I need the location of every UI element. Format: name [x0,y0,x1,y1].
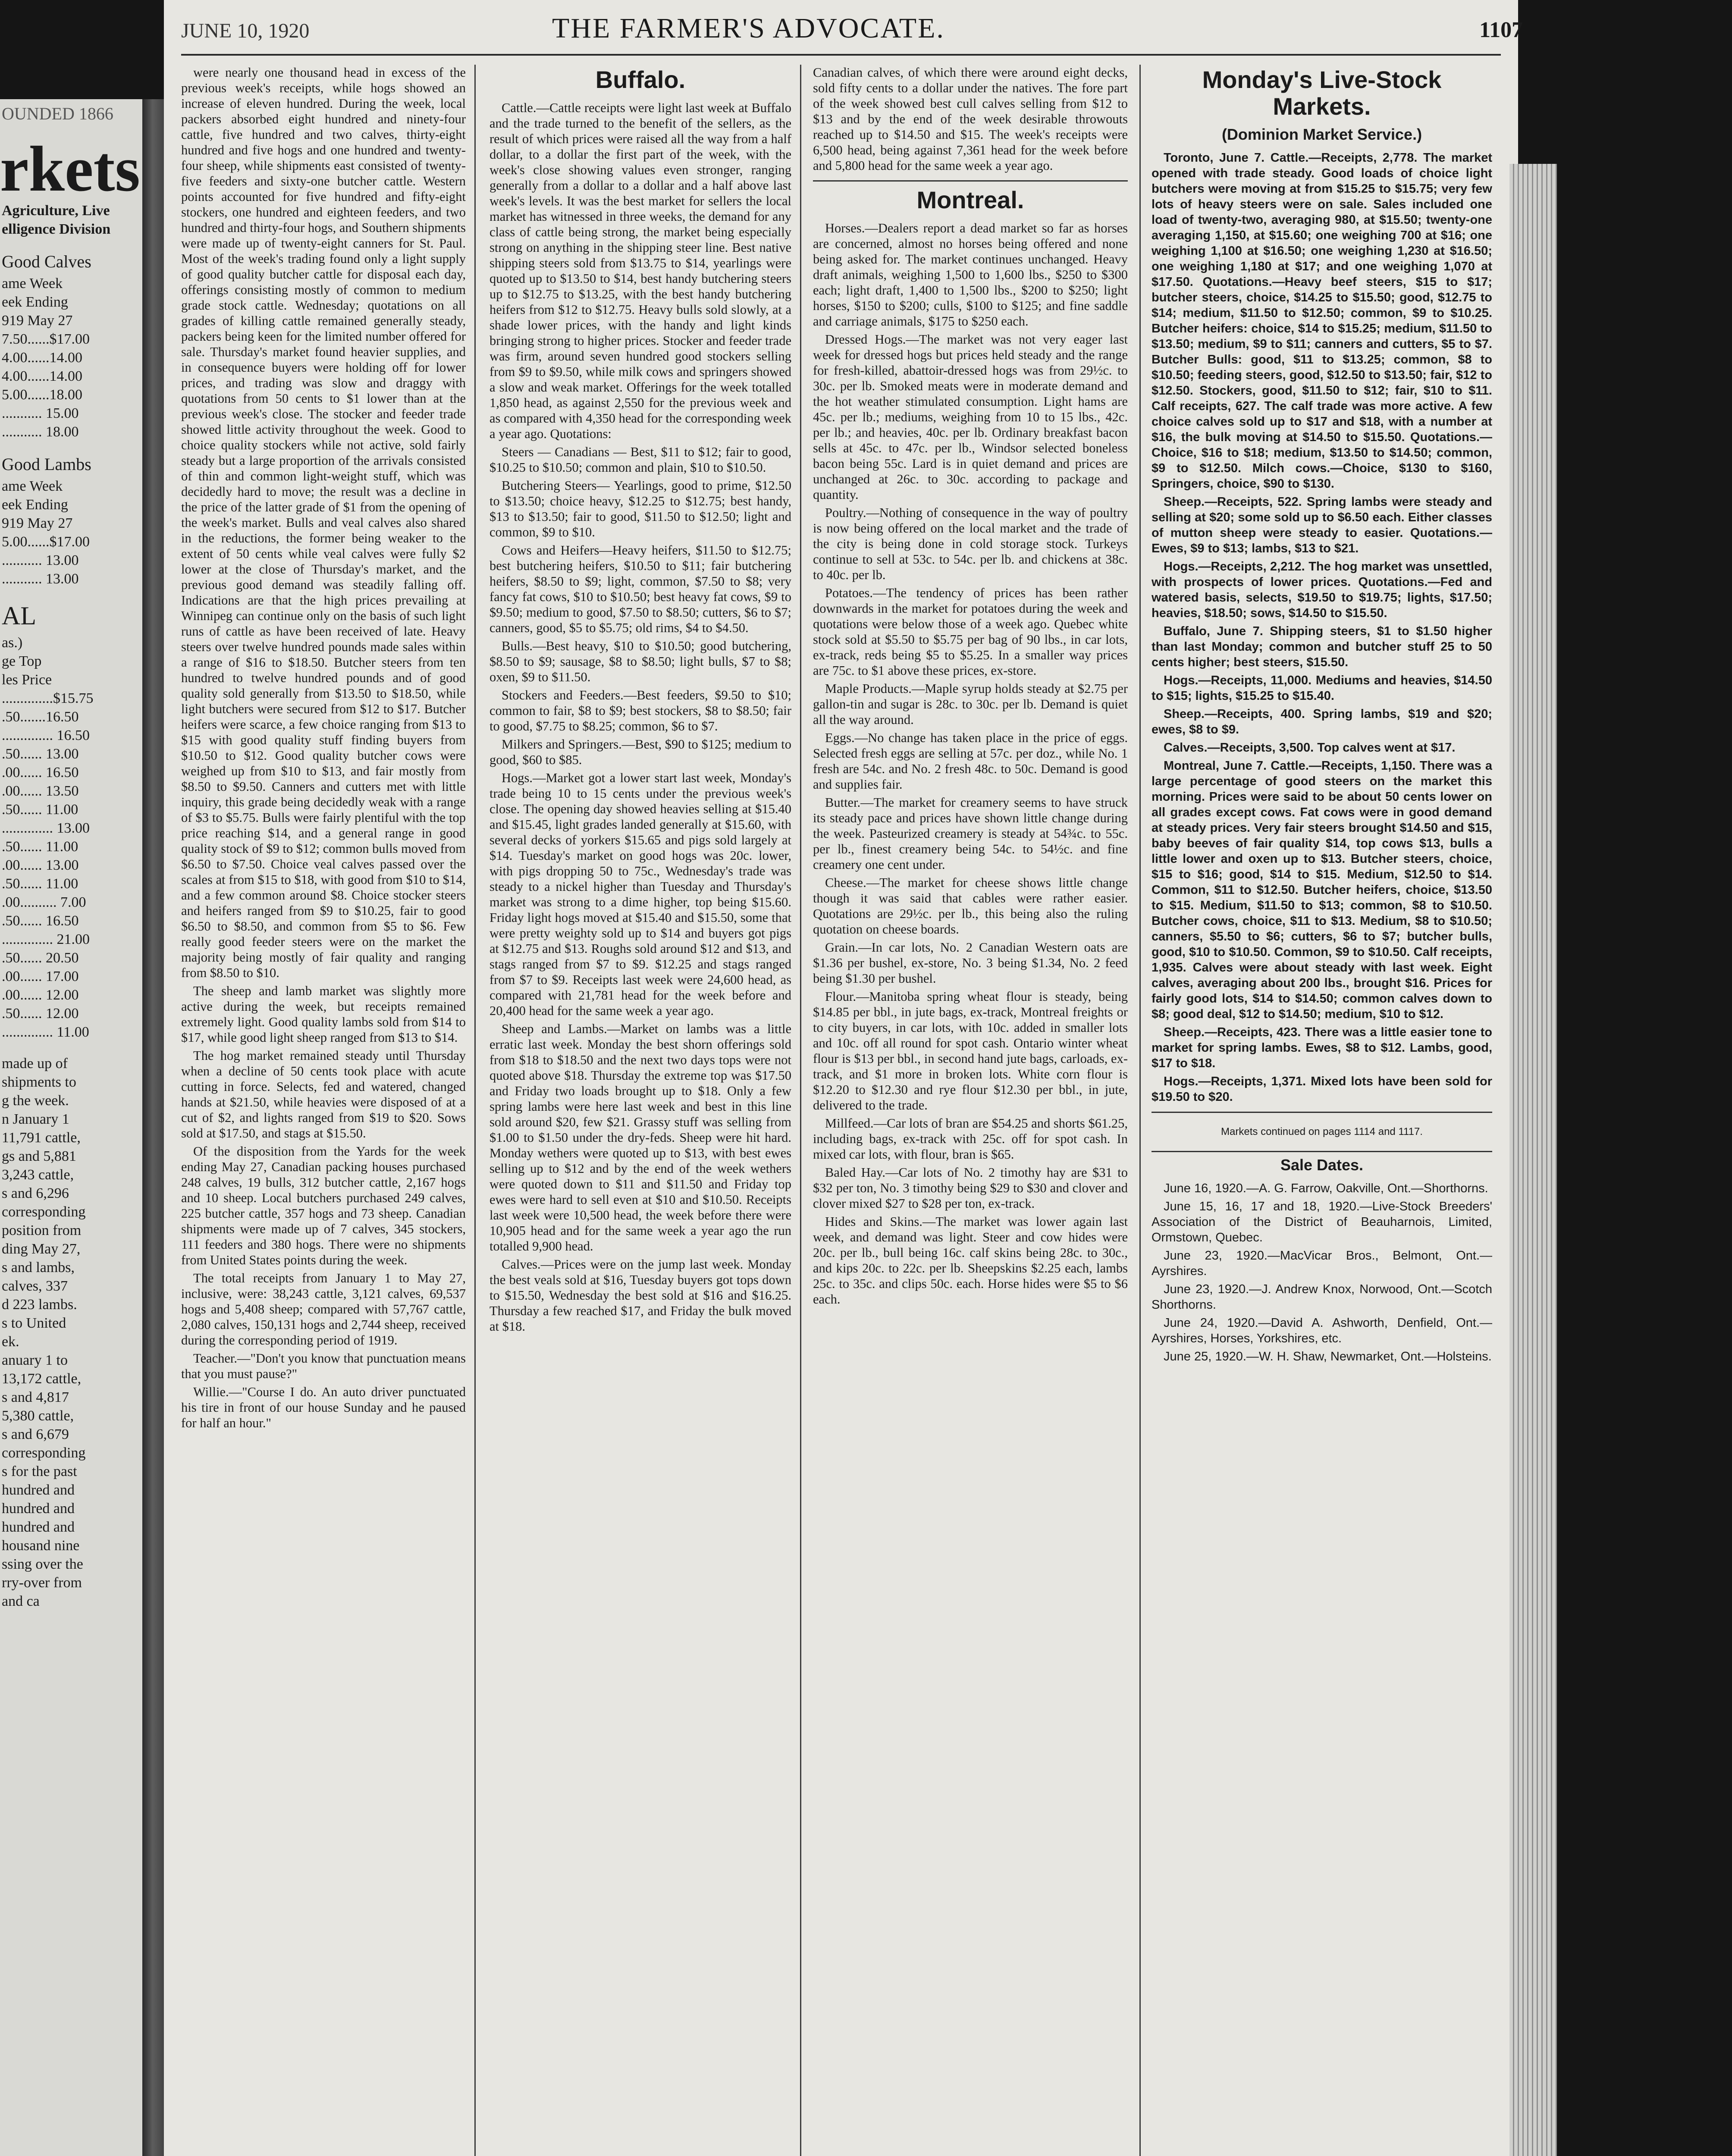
table-line: 4.00......14.00 [2,368,82,384]
table-line: .50...... 11.00 [2,802,78,818]
sale-date-item: June 23, 1920.—MacVicar Bros., Belmont, Ont.—Ayrshires. [1152,1249,1492,1278]
section-title-sale-dates: Sale Dates. [1280,1156,1364,1174]
section-divider [813,180,1128,182]
table-line: .50...... 12.00 [2,1006,79,1022]
table-line: .50.......16.50 [2,709,79,725]
paragraph: were nearly one thousand head in excess of the previous week's receipts, while hogs showed an increase of eleven hundred. During the week, local packers absorbed eight hundred and ninety-four cattle, five hundred and two calves, thirty-eight hundred and five hogs and one hundred and twenty-four sheep, while shipments east consisted of twenty-five feeders and sixty-one butcher cattle. Western points accounted for five hundred and fifty-eight stockers, one hundred and eighteen feeders, and two hundred and thirty-four hogs, and Southern shipments were made up of twenty-eight canners for St. Paul. Most of the week's trading found only a light supply of good quality butcher cattle for disposal each day, offerings consisting mostly of common to medium grade stock cattle. Wednesday; quotations on all grades of killing cattle remained generally steady, packers being keen for the limited number offered for sale. Thursday's market found heavier supplies, and in consequence buyers were holding off for lower prices, and trading was slow and draggy with quotations from 50 cents to $1 lower than at the previous week's close. The stocker and feeder trade showed little activity throughout the week. Good to choice quality stockers while not active, sold fairly steady but a large proportion of the arrivals consisted of thin and common light-weight stuff, which was decidedly hard to move; the result was a decline in the price of the latter grade of $1 from the opening of the week's market. Bulls and veal calves also shared in the reductions, the former being weaker to the extent of 50 cents while veal calves were fully $2 lower at the close of Thursday's market, and the previous good demand was steadily falling off. Indications are that the high prices prevailing at Winnipeg can continue only on the basis of such light runs of cattle as have been received of late. Heavy steers over twelve hundred pounds made sales within a range of $16 to $18.50. Butcher steers from ten hundred to twelve hundred pounds and of good quality sold generally from $13.50 to $18.50, while light butchers were secured from $12 to $17. Butcher heifers were scarce, a few choice ranging from $13 to $15 with good quality stuff finding buyers from $10.50 to $12. Good quality butcher cows were weighed up from $10 to $13, and fair mostly from $8.50 to $9.50. Canners and cutters met with little inquiry, this grade being decidedly weak with a range of $3 to $5.75. Bulls were fairly plentiful with the top price reaching $14, and a general range in good quality stock of $9 to $12; common bulls moved from $6.50 to $7.50. Choice veal calves passed over the scales at from $15 to $18, with good from $10 to $14, and a few common around $8. Choice stocker steers and heifers ranged from $9 to $10.25, fair to good $6.50 to $8.50, and common from $5 to $6. Few really good feeder steers were on the market the majority being mostly of fair quality and ranging from $8.50 to $10. [181,65,466,980]
table-line: 919 May 27 [2,515,73,531]
section-title-buffalo: Buffalo. [595,66,686,93]
paragraph: Poultry.—Nothing of consequence in the way of poultry is now being offered on the local market and the trade of the city is being done in cold storage stock. Turkeys continue to sell at 53c. to 54c. per lb. and chickens at 38c. to 40c. per lb. [813,505,1128,582]
paragraph: Of the disposition from the Yards for the week ending May 27, Canadian packing houses purchased 248 calves, 19 bulls, 312 butcher cattle, 2,167 hogs and 10 sheep. Local butchers purchased 249 calves, 225 butcher cattle, 357 hogs and 73 sheep. Canadian shipments were made up of 7 calves, 345 stockers, 111 feeders and 380 hogs. There were no shipments from United States points during the week. [181,1144,466,1267]
paragraph: Eggs.—No change has taken place in the price of eggs. Selected fresh eggs are selling at 57c. per doz., while No. 1 fresh are 54c. and No. 2 fresh 48c. to 50c. Demand is good and supplies fair. [813,730,1128,792]
text-line: ek. [2,1334,19,1350]
text-line: corresponding [2,1204,86,1220]
text-line: housand nine [2,1538,80,1554]
paragraph: Grain.—In car lots, No. 2 Canadian Western oats are $1.36 per bushel, ex-store, No. 3 being $1.34, No. 2 feed being $1.30 per bushel. [813,940,1128,986]
facing-page [0,99,142,2156]
section-divider [1152,1112,1492,1113]
paragraph: Teacher.—"Don't you know that punctuation means that you must pause?" [181,1351,466,1381]
table-line: 5.00......$17.00 [2,534,90,550]
sale-date-item: June 23, 1920.—J. Andrew Knox, Norwood, Ont.—Scotch Shorthorns. [1152,1282,1492,1312]
table-line: ........... 18.00 [2,424,79,440]
paragraph: Cattle.—Cattle receipts were light last week at Buffalo and the trade turned to the benefit of the sellers, as the result of which prices were raised all the way from a half dollar, to a dollar the first part of the week, with the week's close showing values even stronger, ranging generally from a dollar to a dollar and a half above last week's levels. It was the best market for sellers the local market has witnessed in three weeks, the demand for any class of cattle being strong, the market being especially strong on anything in the shipping steer line. Best native shipping steers sold from $13.75 to $14, yearlings were quoted up to $13.50 to $14, best handy butchering steers up to $12.75 to $13.25, with the best handy butchering heifers from $12 to $12.75. Heavy bulls sold slowly, at a shade lower prices, with the handy and light kinds bringing strong to higher prices. Stocker and feeder trade was firm, around seven hundred good stockers selling from $9 to $9.50, while milk cows and springers showed a slow and weak market. Offerings for the week totalled 1,850 head, as against 2,550 for the previous week and as compared with 4,350 head for the corresponding week a year ago. Quotations: [489,100,791,441]
section-title-monday-markets: Monday's Live-Stock Markets. [1202,66,1442,120]
text-line: and ca [2,1593,40,1609]
paragraph: Cheese.—The market for cheese shows little change though it was said that cables were rather easier. Quotations are 29½c. per lb., this being also the ruling quotation on cheese boards. [813,875,1128,937]
table-line: .00...... 13.50 [2,783,79,799]
paragraph: Millfeed.—Car lots of bran are $54.25 and shorts $61.25, including bags, ex-track with 25c. off for spot cash. In mixed car lots, with flour, bran is $65. [813,1116,1128,1162]
text-line: hundred and [2,1482,75,1498]
paragraph: Cows and Heifers—Heavy heifers, $11.50 to $12.75; best butchering heifers, $10.50 to $11; fair butchering heifers, $8.50 to $9; light, common, $7.50 to $8; very fancy fat cows, $10 to $10.50; best heavy fat cows, $9 to $9.50; medium to good, $7.50 to $8.50; cutters, $6 to $7; canners, good, $5 to $5.75; old rims, $4 to $4.50. [489,543,791,635]
paragraph: The total receipts from January 1 to May 27, inclusive, were: 38,243 cattle, 3,121 calves, 69,537 hogs and 5,408 sheep; compared with 57,767 cattle, 2,080 calves, 150,131 hogs and 2,744 sheep, received during the corresponding period of 1919. [181,1271,466,1348]
paragraph: Willie.—"Course I do. An auto driver punctuated his tire in front of our house Sunday and he paused for half an hour." [181,1385,466,1430]
text-line: hundred and [2,1501,75,1517]
section-subtitle: (Dominion Market Service.) [1221,125,1422,143]
paragraph: Hogs.—Receipts, 11,000. Mediums and heavies, $14.50 to $15; lights, $15.25 to $15.40. [1152,674,1492,703]
text-line: s and lambs, [2,1260,75,1275]
table-line: ge Top [2,653,42,669]
text-line: s and 6,679 [2,1426,69,1442]
text-line: made up of [2,1056,68,1072]
section-divider [1152,1151,1492,1152]
table-line: eek Ending [2,294,68,310]
text-line: hundred and [2,1519,75,1535]
sale-date-item: June 24, 1920.—David A. Ashworth, Denfield, Ont.—Ayrshires, Horses, Yorkshires, etc. [1152,1316,1492,1345]
table-line: .50...... 16.50 [2,913,79,929]
facing-page-price-table [0,633,142,1041]
table-line: ........... 13.00 [2,552,79,568]
facing-page-text [0,1054,142,1611]
text-line: rry-over from [2,1575,82,1591]
facing-page-title: rkets [0,133,140,205]
column-winnipeg-report [181,65,466,2156]
paragraph: Hides and Skins.—The market was lower again last week, and demand was light. Steer and cow hides were 20c. per lb., bull being 16c. calf skins being 28c. to 30c., and kips 20c. to 22c. per lb. Sheepskins $2.25 each, lambs 25c. to 35c. and clips 50c. each. Horse hides were $5 to $6 each. [813,1214,1128,1307]
table-line: .50...... 20.50 [2,950,79,966]
text-line: 5,380 cattle, [2,1408,74,1424]
paragraph: Hogs.—Market got a lower start last week, Monday's trade being 10 to 15 cents under the previous week's close. The opening day showed heavies selling at $15.40 and $15.45, light grades landed generally at $15.60, with several decks of yorkers $15.65 and pigs sold largely at $14. Tuesday's market on good hogs was 20c. lower, with pigs dropping 50 to 75c., Wednesday's trade was steady to a nickel higher than Tuesday and Thursday's market was strong to a dime higher, top being $15.60. Friday light hogs moved at $15.40 and $15.50, some that were pretty weighty sold up to $14 and buyers got pigs at $12.75 and $13. Roughs sold around $12 and $13, and stags ranged from $7 to $9. $12.25 and stags ranged from $7 to $9. Receipts last week were 24,600 head, as compared with 21,781 head for the week before and 20,400 head for the same week a year ago. [489,771,791,1018]
table-line: .............. 13.00 [2,820,90,836]
text-line: d 223 lambs. [2,1297,77,1313]
paragraph: Hogs.—Receipts, 2,212. The hog market was unsettled, with prospects of lower prices. Quotations.—Fed and watered basis, selects, $19.50 to $19.75; lights, $17.50; heavies, $18.50; sows, $14.50 to $15.50. [1152,560,1492,620]
column-rule [800,65,801,2156]
paragraph: Sheep and Lambs.—Market on lambs was a little erratic last week. Monday the best shorn offerings sold from $18 to $18.50 and the next two days tops were not quoted above $18. Thursday the extreme top was $17.50 and Friday two loads brought up to $18. Only a few spring lambs were here last week and best in this line sold around $20, few $21. Grassy stuff was selling from $1.00 to $1.50 under the dry-feds. Sheep were hit hard. Monday wethers were quoted up to $13, with best ewes selling up to $12 and by the end of the week wethers were quoted down to $11 and $11.50 and Friday top ewes were hard to sell even at $10 and $10.50. Receipts last week were 10,500 head, the week before there were 10,905 head and for the same week a year ago the run totalled 9,900 head. [489,1022,791,1253]
masthead: THE FARMER'S ADVOCATE. [552,13,945,44]
table-line: .00...... 17.00 [2,968,79,984]
issue-date: JUNE 10, 1920 [181,19,310,42]
text-line: ding May 27, [2,1241,81,1257]
paragraph: Flour.—Manitoba spring wheat flour is steady, being $14.85 per bbl., in jute bags, ex-track, Montreal freights or to city buyers, in car lots, with 10c. added in smaller lots and 10c. off all round for spot cash. Ontario winter wheat flour is $13 per bbl., in second hand jute bags, carloads, ex-track, and $1 more in broken lots. White corn flour is $12.20 to $12.30 and rye flour $12.30 per bbl., in jute, delivered to the trade. [813,989,1128,1112]
page-edges [1509,164,1557,2156]
paragraph: Steers — Canadians — Best, $11 to $12; fair to good, $10.25 to $10.50; common and plain, $10 to $10.50. [489,445,791,475]
table-line: ........... 15.00 [2,405,79,421]
table-line: .50...... 11.00 [2,839,78,855]
column-buffalo-report [489,65,791,2156]
column-rule [1139,65,1141,2156]
table-line: ame Week [2,478,63,494]
table-line: as.) [2,635,23,651]
facing-page-subtitle: Agriculture, Live [2,203,110,219]
text-line: calves, 337 [2,1278,68,1294]
paragraph: Canadian calves, of which there were around eight decks, sold fifty cents to a dollar under the natives. The fore part of the week showed best cull calves selling from $12 to $13 and by the end of the week desirable throwouts reached up to $14.50 and $15. The week's receipts were 6,500 head, being against 7,361 head for the week before and 5,800 head for the same week a year ago. [813,65,1128,173]
facing-page-section-title: Good Lambs [2,454,91,474]
table-line: 7.50......$17.00 [2,331,90,347]
text-line: 11,791 cattle, [2,1130,81,1146]
paragraph: Calves.—Prices were on the jump last week. Monday the best veals sold at $16, Tuesday buyers got tops down to $15.50, Wednesday the best sold at $16 and $16.25. Thursday a few reached $17, and Friday the bulk moved at $18. [489,1257,791,1334]
column-rule [474,65,476,2156]
paragraph: Buffalo, June 7. Shipping steers, $1 to $1.50 higher than last Monday; common and butcher stuff 25 to 50 cents higher; best steers, $15.50. [1152,624,1492,669]
facing-page-lambs-table [0,477,142,588]
table-line: 5.00......18.00 [2,387,82,403]
facing-page-subtitle: elligence Division [2,221,111,237]
text-line: position from [2,1222,82,1238]
continued-note: Markets continued on pages 1114 and 1117. [1221,1126,1423,1138]
facing-page-header: OUNDED 1866 [2,104,113,123]
text-line: s to United [2,1315,66,1331]
table-line: 919 May 27 [2,313,73,329]
sale-dates-list [1152,1181,1492,1364]
sale-date-item: June 16, 1920.—A. G. Farrow, Oakville, Ont.—Shorthorns. [1164,1181,1488,1195]
text-line: s for the past [2,1463,77,1479]
table-line: .............. 11.00 [2,1024,89,1040]
article-body [1152,150,1492,1105]
table-line: .00.......... 7.00 [2,894,86,910]
article-body [813,220,1128,1307]
table-line: ame Week [2,276,63,291]
sale-date-item: June 25, 1920.—W. H. Shaw, Newmarket, Ont.—Holsteins. [1164,1350,1492,1363]
paragraph: Sheep.—Receipts, 423. There was a little easier tone to market for spring lambs. Ewes, $8 to $12. Lambs, good, $17 to $18. [1152,1025,1492,1070]
paragraph: Dressed Hogs.—The market was not very eager last week for dressed hogs but prices held steady and the range for fresh-killed, abattoir-dressed hogs was from 29½c. to 30c. per lb. Smoked meats were in moderate demand and the hot weather stimulated consumption. Light hams are 45c. per lb.; mediums, weighing from 10 to 15 lbs., 42c. per lb.; and heavies, 40c. per lb. Ordinary breakfast bacon sells at 45c. to 47c. per lb., Windsor selected boneless bacon being 55c. Lard is in quiet demand and prices are unchanged at 26c. to 30c. according to package and quantity. [813,332,1128,502]
table-line: les Price [2,672,52,688]
text-line: 3,243 cattle, [2,1167,74,1183]
section-title-montreal: Montreal. [916,186,1024,213]
paragraph: Butchering Steers— Yearlings, good to prime, $12.50 to $13.50; choice heavy, $12.25 to $12.75; best handy, $13 to $13.50; fair to good, $11.50 to $12.50; light and common, $9 to $10. [489,478,791,539]
paragraph: Horses.—Dealers report a dead market so far as horses are concerned, almost no horses being offered and none being asked for. The market continues unchanged. Heavy draft animals, weighing 1,500 to 1,600 lbs., $250 to $300 each; light draft, 1,400 to 1,500 lbs., $200 to $250; light horses, $150 to $200; culls, $100 to $125; and fine saddle and carriage animals, $175 to $250 each. [813,221,1128,329]
text-line: ssing over the [2,1556,83,1572]
paragraph: Butter.—The market for creamery seems to have struck its steady pace and prices have shown little change during the week. Pasteurized creamery is steady at 54¾c. to 55c. per lb., finest creamery being 54c. to 54½c. and fine creamery one cent under. [813,795,1128,872]
paragraph: Baled Hay.—Car lots of No. 2 timothy hay are $31 to $32 per ton, No. 3 timothy being $29 to $30 and clover and clover mixed $27 to $28 per ton, ex-track. [813,1165,1128,1211]
table-line: 4.00......14.00 [2,350,82,366]
text-line: n January 1 [2,1111,69,1127]
paragraph: Potatoes.—The tendency of prices has been rather downwards in the market for potatoes during the week and quotations were below those of a week ago. Quebec white stock sold at $5.50 to $5.75 per bag of 90 lbs., in car lots, ex-track, reds being $5 to $5.25. In a smaller way prices are 75c. to $1 above these prices, ex-store. [813,586,1128,678]
paragraph: Montreal, June 7. Cattle.—Receipts, 1,150. There was a large percentage of good steers on the market this morning. Prices were said to be about 50 cents lower on all grades except cows. Fat cows were in good demand at steady prices. Very fair steers brought $14.50 and $15, baby beeves of fair quality $14, top cows $13, bulls a little lower and oxen up to $13. Butcher steers, choice, $15 to $16; good, $14 to $15. Medium, $12.50 to $14. Common, $11 to $12.50. Butcher heifers, choice, $13.50 to $15. Medium, $11.50 to $13; common, $8 to $10.50. Butcher cows, choice, $11 to $13. Medium, $8 to $10.50; canners, $5.50 to $6; cutters, $6 to $7; butcher bulls, good, $10 to $10.50. Common, $9 to $10.50. Calf receipts, 1,935. Calves were about steady with last week. Eight calves, averaging about 200 lbs., brought $16. Prices for fairly good lots, $14 to $14.50; common calves down to $8; good deal, $12 to $14.50; medium, $10 to $12. [1152,759,1492,1021]
text-line: 13,172 cattle, [2,1371,82,1387]
text-line: anuary 1 to [2,1352,68,1368]
text-line: gs and 5,881 [2,1148,76,1164]
paragraph: Bulls.—Best heavy, $10 to $10.50; good butchering, $8.50 to $9; sausage, $8 to $8.50; light bulls, $7 to $8; oxen, $9 to $11.50. [489,639,791,684]
table-line: .00...... 13.00 [2,857,79,873]
sale-date-item: June 15, 16, 17 and 18, 1920.—Live-Stock Breeders' Association of the District of Beauharnois, Limited, Ormstown, Quebec. [1152,1200,1492,1244]
table-line: .50...... 11.00 [2,876,78,892]
column-monday-markets [1152,65,1492,2156]
facing-page-section-title: AL [2,602,36,630]
text-line: corresponding [2,1445,86,1461]
paragraph: Hogs.—Receipts, 1,371. Mixed lots have been sold for $19.50 to $20. [1152,1075,1492,1104]
paragraph: Maple Products.—Maple syrup holds steady at $2.75 per gallon-tin and sugar is 28c. to 30c. per lb. Demand is quiet all the way around. [813,681,1128,727]
facing-page-section-title: Good Calves [2,252,91,271]
paragraph: Calves.—Receipts, 3,500. Top calves went at $17. [1164,741,1456,755]
table-line: .50...... 13.00 [2,746,79,762]
text-line: shipments to [2,1074,76,1090]
text-line: s and 6,296 [2,1185,69,1201]
table-line: .............. 16.50 [2,727,90,743]
text-line: s and 4,817 [2,1389,69,1405]
table-line: ..............$15.75 [2,690,94,706]
text-line: g the week. [2,1093,69,1109]
header-rule [181,54,1501,56]
table-line: .............. 21.00 [2,931,90,947]
newspaper-page [164,0,1523,2156]
paragraph: Toronto, June 7. Cattle.—Receipts, 2,778. The market opened with trade steady. Good loads of choice light butchers were moving at from $15.25 to $15.75; very few lots of heavy steers were on sale. Sales included one load of twenty-two, averaging 980, at $15.50; twenty-one averaging 1,150, at $15.60; one weighing 700 at $16; one weighing 1,100 at $16.50; one weighing 1,230 at $16.50; one weighing 1,180 at $17; and one weighing 1,070 at $17.50. Quotations.—Heavy beef steers, $15 to $17; butcher steers, choice, $14.25 to $15.50; good, $12.75 to $14; medium, $11.50 to $12.50; common, $9 to $10.25. Butcher heifers: choice, $14 to $15.25; medium, $11.50 to $13.50; medium, $9 to $11; canners and cutters, $5 to $7. Butcher Bulls: good, $11 to $13.25; common, $8 to $10.50; feeding steers, good, $12.50 to $13.50; fair, $12 to $12.50. Stockers, good, $11.50 to $12; fair, $10 to $11. Calf receipts, 627. The calf trade was more active. A few choice calves sold up to $17 and $18, with a number at $16, the bulk moving at $14.50 to $15.50. Quotations.—Choice, $16 to $18; medium, $13.50 to $14.50; common, $9 to $12.50. Milch cows.—Choice, $130 to $160, Springers, choice, $90 to $130. [1152,151,1492,491]
page-number: 1107 [1479,18,1523,42]
paragraph: Stockers and Feeders.—Best feeders, $9.50 to $10; common to fair, $8 to $9; best stockers, $8 to $8.50; fair to good, $7.75 to $8.25; common, $6 to $7. [489,688,791,733]
paragraph: Sheep.—Receipts, 400. Spring lambs, $19 and $20; ewes, $8 to $9. [1152,707,1492,736]
article-body [181,65,466,1431]
paragraph: Milkers and Springers.—Best, $90 to $125; medium to good, $60 to $85. [489,737,791,767]
table-line: ........... 13.00 [2,571,79,587]
column-montreal-report [813,65,1128,2156]
table-line: eek Ending [2,497,68,513]
paragraph: Sheep.—Receipts, 522. Spring lambs were steady and selling at $20; some sold up to $6.50 each. Either classes of mutton sheep were steady to easier. Quotations.—Ewes, $9 to $13; lambs, $13 to $21. [1152,495,1492,555]
paragraph: The hog market remained steady until Thursday when a decline of 50 cents took place with acute cutting in force. Selects, fed and watered, changed hands at $21.50, while heavies were disposed of at a cut of $2, and lights ranged from $19 to $20. Sows sold at $17.50, and stags at $15.50. [181,1048,466,1141]
article-body [489,100,791,1334]
table-line: .00...... 12.00 [2,987,79,1003]
table-line: .00...... 16.50 [2,765,79,780]
paragraph: The sheep and lamb market was slightly more active during the week, but receipts remained extremely light. Good quality lambs sold from $14 to $17, while good light sheep ranged from $13 to $14. [181,984,466,1045]
facing-page-calves-table [0,274,142,441]
